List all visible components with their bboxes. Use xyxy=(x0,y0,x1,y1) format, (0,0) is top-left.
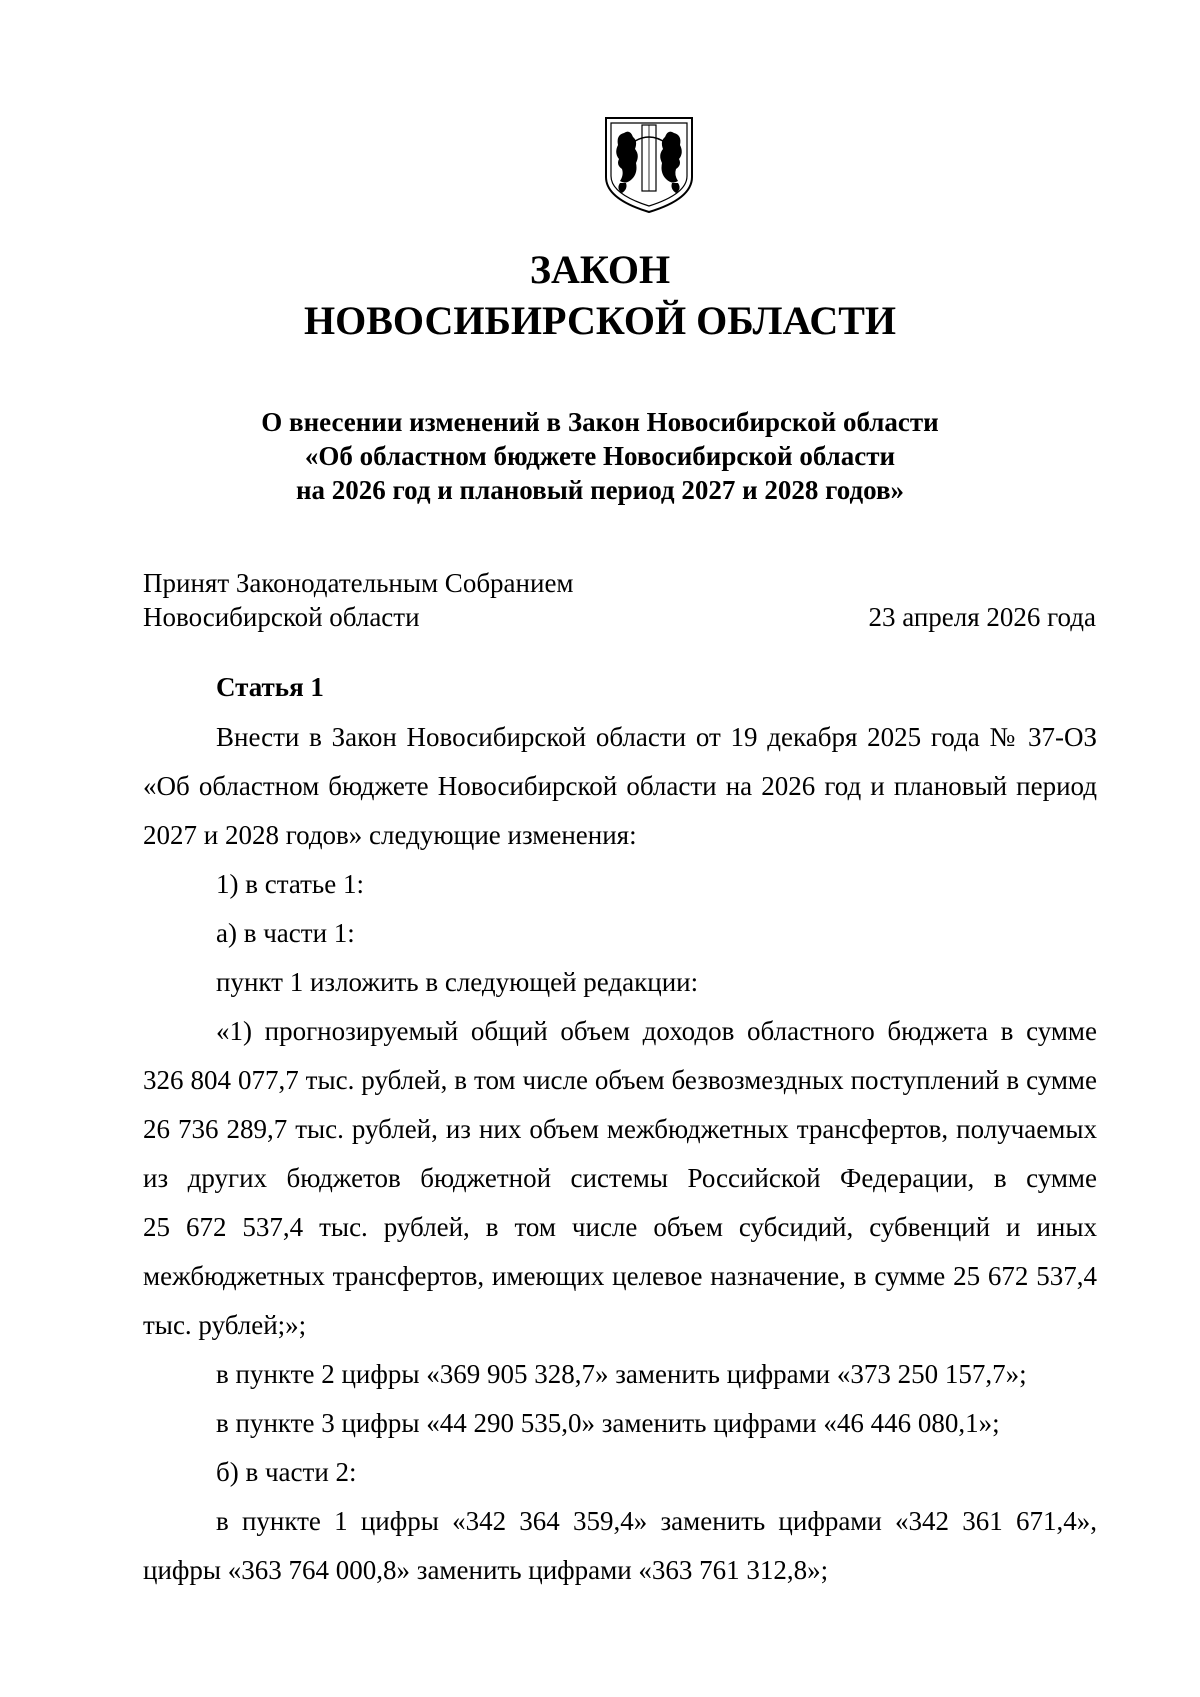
adopted-by-line-2: Новосибирской области xyxy=(143,602,420,632)
article-text-line: 2027 и 2028 годов» следующие изменения: xyxy=(143,820,637,850)
law-subject-line-3: на 2026 год и плановый период 2027 и 2028 годов» xyxy=(295,475,905,505)
article-text-line: в пункте 2 цифры «369 905 328,7» заменить цифрами «373 250 157,7»; xyxy=(216,1359,1027,1389)
article-text-line: Внести в Закон Новосибирской области от 19 декабря 2025 года № 37-ОЗ xyxy=(216,722,1097,752)
article-text-line: «Об областном бюджете Новосибирской области на 2026 год и плановый период xyxy=(143,771,1097,801)
article-text-line: из других бюджетов бюджетной системы Российской Федерации, в сумме xyxy=(143,1163,1097,1193)
document-type-title: ЗАКОН xyxy=(529,247,671,292)
article-text-line: 25 672 537,4 тыс. рублей, в том числе объем субсидий, субвенций и иных xyxy=(143,1212,1097,1242)
article-text-line: 26 736 289,7 тыс. рублей, из них объем межбюджетных трансфертов, получаемых xyxy=(143,1114,1097,1144)
article-text-line: б) в части 2: xyxy=(216,1457,357,1487)
article-text-line: 326 804 077,7 тыс. рублей, в том числе объем безвозмездных поступлений в сумме xyxy=(143,1065,1097,1095)
article-text-line: а) в части 1: xyxy=(216,918,355,948)
article-text-line: цифры «363 764 000,8» заменить цифрами «363 761 312,8»; xyxy=(143,1555,829,1585)
coat-of-arms-icon xyxy=(602,115,696,215)
article-text-line: пункт 1 изложить в следующей редакции: xyxy=(216,967,699,997)
article-text-line: межбюджетных трансфертов, имеющих целевое назначение, в сумме 25 672 537,4 xyxy=(143,1261,1097,1291)
adoption-date: 23 апреля 2026 года xyxy=(868,602,1096,632)
adopted-by-line-1: Принят Законодательным Собранием xyxy=(143,568,574,598)
article-heading: Статья 1 xyxy=(216,672,324,702)
article-text-line: 1) в статье 1: xyxy=(216,869,364,899)
article-text-line: в пункте 3 цифры «44 290 535,0» заменить цифрами «46 446 080,1»; xyxy=(216,1408,1000,1438)
issuing-region-title: НОВОСИБИРСКОЙ ОБЛАСТИ xyxy=(303,298,897,343)
law-subject-line-2: «Об областном бюджете Новосибирской области xyxy=(304,441,896,471)
law-subject-line-1: О внесении изменений в Закон Новосибирской области xyxy=(261,407,939,437)
article-text-line: тыс. рублей;»; xyxy=(143,1310,307,1340)
article-text-line: в пункте 1 цифры «342 364 359,4» заменить цифрами «342 361 671,4», xyxy=(216,1506,1097,1536)
article-text-line: «1) прогнозируемый общий объем доходов областного бюджета в сумме xyxy=(216,1016,1097,1046)
